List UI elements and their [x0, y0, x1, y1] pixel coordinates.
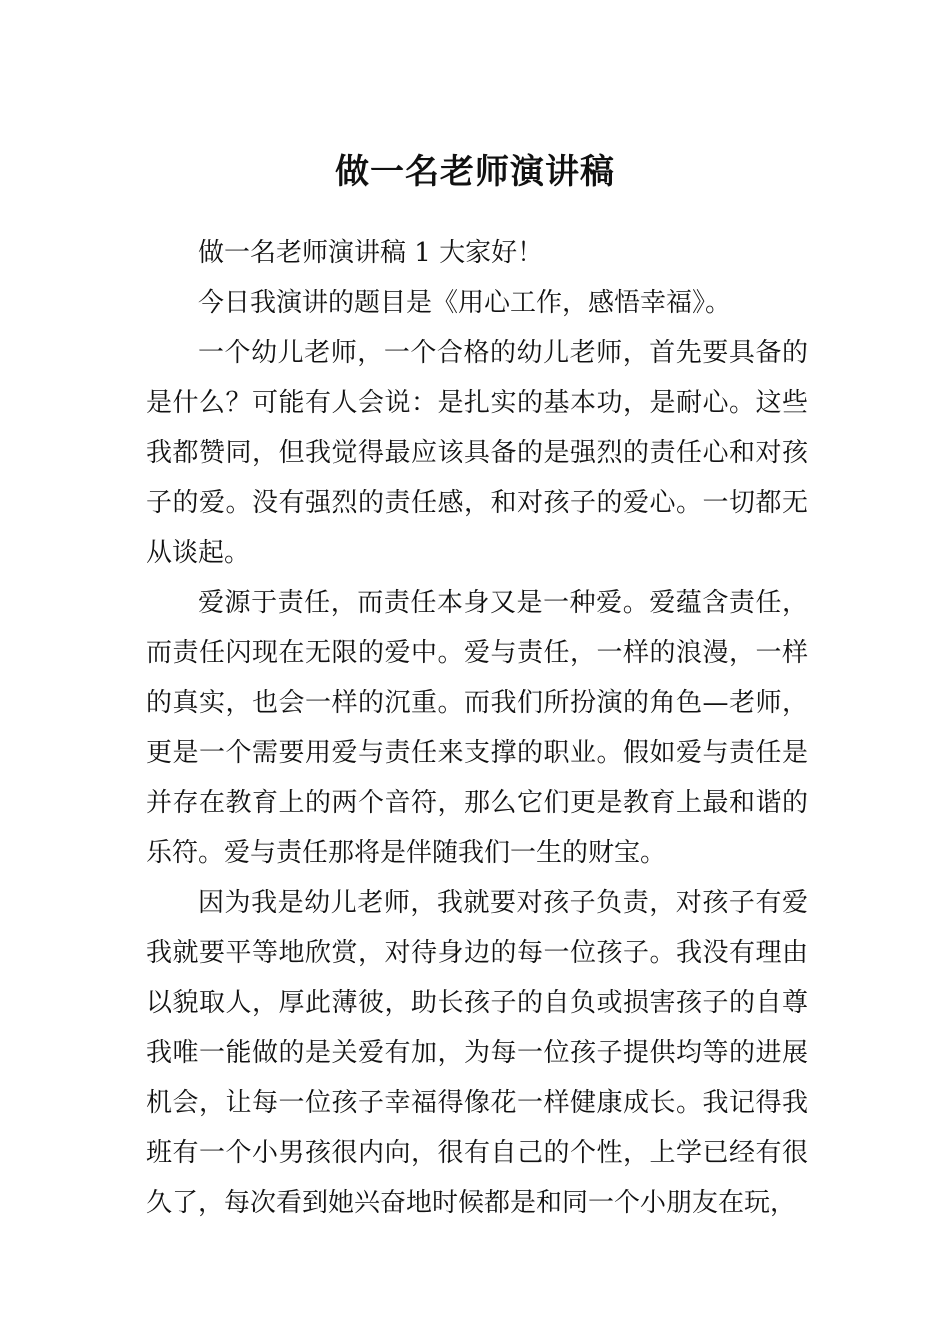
paragraph-love-and-duty: 爱源于责任，而责任本身又是一种爱。爱蕴含责任，而责任闪现在无限的爱中。爱与责任，一样的浪漫，一样的真实，也会一样的沉重。而我们所扮演的角色—老师，更是一个需要用爱与责任来支撑的职业。假如爱与责任是并存在教育上的两个音符，那么它们更是教育上最和谐的乐符。爱与责任那将是伴随我们一生的财宝。	[146, 588, 808, 868]
paragraph-responsibility: 一个幼儿老师，一个合格的幼儿老师，首先要具备的是什么？可能有人会说：是扎实的基本功，是耐心。这些我都赞同，但我觉得最应该具备的是强烈的责任心和对孩子的爱。没有强烈的责任感，和对孩子的爱心。一切都无从谈起。	[146, 338, 808, 568]
document-body	[146, 228, 808, 1228]
paragraph-topic: 今日我演讲的题目是《用心工作，感悟幸福》。	[198, 288, 732, 318]
document-title: 做一名老师演讲稿	[335, 151, 615, 192]
paragraph-greeting: 做一名老师演讲稿 1 大家好！	[198, 238, 544, 268]
paragraph-kindergarten-teacher: 因为我是幼儿老师，我就要对孩子负责，对孩子有爱我就要平等地欣赏，对待身边的每一位孩子。我没有理由以貌取人，厚此薄彼，助长孩子的自负或损害孩子的自尊我唯一能做的是关爱有加，为每一位孩子提供均等的进展机会，让每一位孩子幸福得像花一样健康成长。我记得我班有一个小男孩很内向，很有自己的个性，上学已经有很久了，每次看到她兴奋地时候都是和同一个小朋友在玩，	[146, 888, 808, 1218]
